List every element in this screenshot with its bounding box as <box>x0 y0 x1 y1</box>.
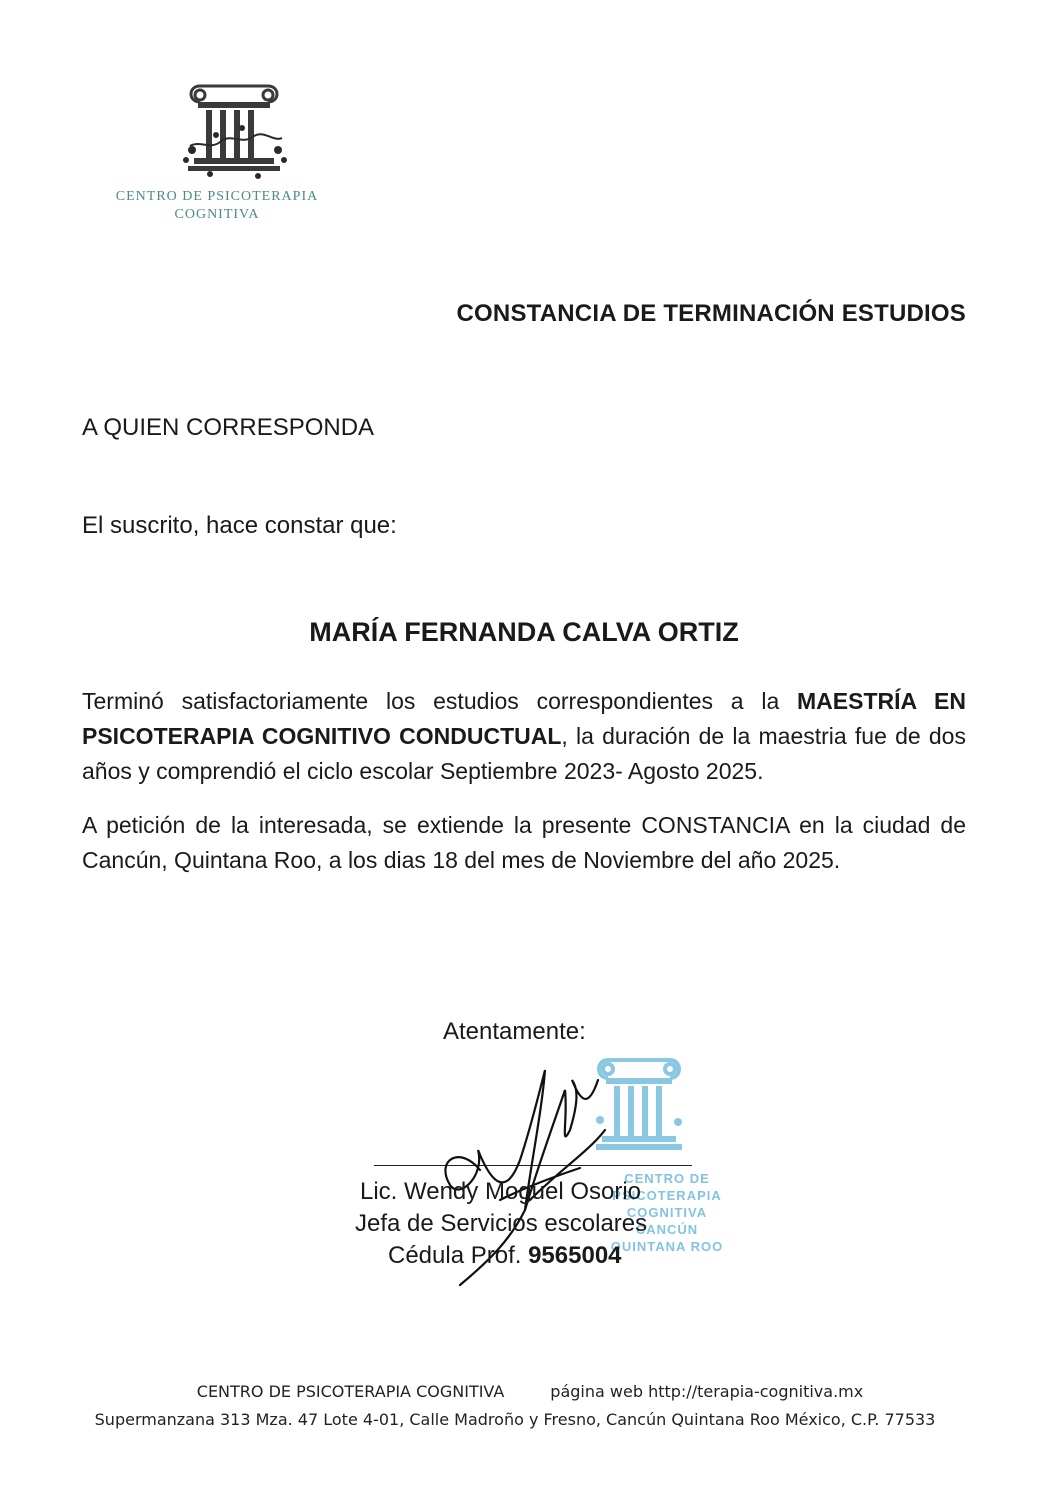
salutation: A QUIEN CORRESPONDA <box>82 414 375 441</box>
signer-name: Lic. Wendy Moguel Osorio <box>360 1178 642 1205</box>
stamp-text-line: CENTRO DE PSICOTERAPIA <box>612 1171 722 1203</box>
logo-text-line2: COGNITIVA <box>174 207 260 222</box>
program-name: MAESTRÍA EN PSICOTERAPIA COGNITIVO CONDUCTUAL <box>82 688 966 749</box>
cedula-number: 9565004 <box>528 1242 622 1269</box>
stamp-text-line: CANCÚN <box>635 1222 699 1237</box>
cedula-label: Cédula Prof. <box>388 1242 529 1269</box>
completion-paragraph <box>82 684 966 789</box>
document-title: CONSTANCIA DE TERMINACIÓN ESTUDIOS <box>456 300 966 327</box>
footer-line <box>0 1382 1060 1401</box>
stamp-text-line: COGNITIVA <box>626 1205 708 1220</box>
ionic-column-logo-icon <box>180 80 290 185</box>
footer-web: página web http://terapia-cognitiva.mx <box>550 1382 864 1401</box>
footer-org: CENTRO DE PSICOTERAPIA COGNITIVA <box>196 1382 505 1401</box>
intro-line: El suscrito, hace constar que: <box>82 512 397 539</box>
footer-address: Supermanzana 313 Mza. 47 Lote 4-01, Calle Madroño y Fresno, Cancún Quintana Roo México, C.P. 77533 <box>94 1410 936 1429</box>
student-name: MARÍA FERNANDA CALVA ORTIZ <box>309 617 739 647</box>
signer-cedula <box>388 1242 622 1270</box>
logo-text-line1: CENTRO DE PSICOTERAPIA <box>115 189 319 204</box>
institution-logo <box>92 80 342 230</box>
completion-text-end: , la duración de la maestria fue de dos años y comprendió el ciclo escolar Septiembre 2023- Agosto 2025. <box>82 723 966 784</box>
stamp-text-line: QUINTANA ROO <box>610 1239 724 1254</box>
completion-text-start: Terminó satisfactoriamente los estudios correspondientes a la <box>82 688 798 714</box>
institution-logo-text <box>92 188 342 224</box>
closing-line: Atentamente: <box>443 1018 586 1045</box>
signer-role: Jefa de Servicios escolares <box>355 1210 648 1237</box>
issuance-paragraph: A petición de la interesada, se extiende la presente CONSTANCIA en la ciudad de Cancún, Quintana Roo, a los dias 18 del mes de Noviembre del año 2025. <box>82 812 966 873</box>
